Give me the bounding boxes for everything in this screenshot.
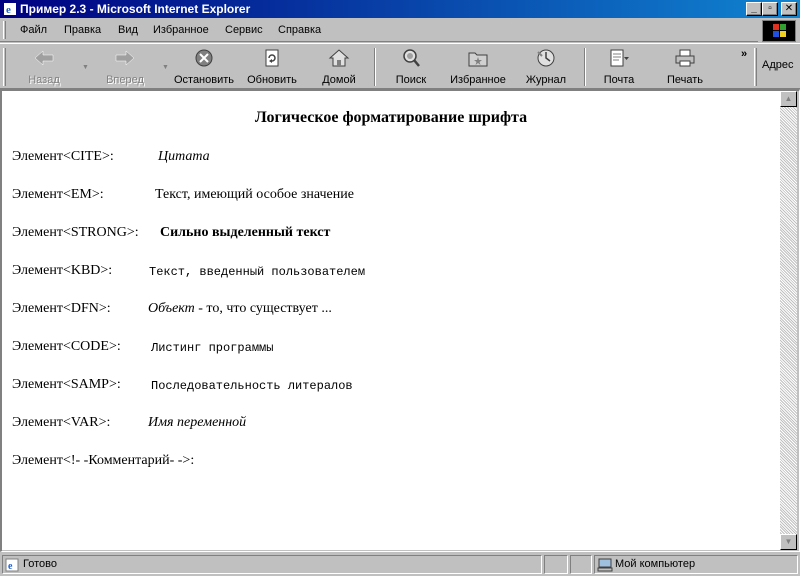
- forward-button[interactable]: Вперед: [100, 48, 150, 88]
- row-label: Элемент<EM>:: [12, 187, 104, 202]
- favorites-button[interactable]: Избранное: [446, 48, 510, 88]
- row-label: Элемент<STRONG>:: [12, 225, 139, 240]
- history-icon: [535, 48, 557, 68]
- strong-row: [12, 225, 331, 241]
- toolbar-separator: [374, 48, 376, 86]
- toolbar-separator-2: [584, 48, 586, 86]
- search-icon: [400, 48, 422, 68]
- stop-button[interactable]: Остановить: [172, 48, 236, 88]
- dfn-value: [148, 301, 332, 317]
- status-pane-2: [544, 555, 568, 574]
- code-value: Листинг программы: [151, 341, 274, 355]
- em-value: Текст, имеющий особое значение: [155, 187, 354, 202]
- ie-icon: [3, 2, 17, 16]
- windows-flag-icon: [763, 21, 795, 41]
- row-label: Элемент<DFN>:: [12, 301, 111, 316]
- row-label: Элемент<KBD>:: [12, 263, 113, 278]
- cite-value: Цитата: [158, 149, 210, 164]
- row-label: Элемент<VAR>:: [12, 415, 111, 430]
- samp-value: Последовательность литералов: [151, 379, 353, 393]
- page-heading: Логическое форматирование шрифта: [254, 109, 528, 126]
- cite-row: [12, 149, 210, 165]
- row-label: Элемент<!- -Комментарий- ->:: [12, 453, 195, 468]
- menu-tools[interactable]: Сервис: [225, 24, 263, 36]
- refresh-button[interactable]: Обновить: [244, 48, 300, 88]
- page-done-icon: [5, 558, 19, 572]
- address-label[interactable]: Адрес: [762, 59, 794, 71]
- forward-dropdown-icon[interactable]: ▼: [162, 64, 169, 71]
- favorites-folder-icon: [467, 48, 489, 68]
- vertical-scrollbar[interactable]: [780, 91, 797, 550]
- mail-icon: [608, 48, 630, 68]
- scroll-down-button[interactable]: ▼: [780, 534, 797, 550]
- close-button[interactable]: ✕: [781, 2, 797, 16]
- menu-view[interactable]: Вид: [118, 24, 138, 36]
- menu-file[interactable]: Файл: [20, 24, 48, 36]
- row-label: Элемент<CODE>:: [12, 339, 121, 354]
- code-row: [12, 339, 274, 355]
- scroll-up-button[interactable]: ▲: [780, 91, 797, 107]
- back-button[interactable]: Назад: [22, 48, 66, 88]
- status-pane-3: [570, 555, 592, 574]
- menu-grip[interactable]: [3, 21, 6, 39]
- back-arrow-icon: [33, 48, 55, 68]
- zone-text: Мой компьютер: [615, 558, 696, 570]
- strong-value: Сильно выделенный текст: [160, 225, 331, 240]
- dfn-row: [12, 301, 332, 317]
- row-label: Элемент<CITE>:: [12, 149, 114, 164]
- window-title: Пример 2.3 - Microsoft Internet Explorer: [20, 2, 251, 16]
- history-button[interactable]: Журнал: [520, 48, 572, 88]
- status-bar: [0, 553, 800, 576]
- title-bar[interactable]: [0, 0, 800, 18]
- kbd-row: [12, 263, 366, 279]
- var-row: [12, 415, 247, 431]
- menu-edit[interactable]: Правка: [64, 24, 102, 36]
- svg-text:e: e: [8, 561, 13, 572]
- windows-logo: [762, 20, 796, 42]
- status-text: Готово: [23, 558, 57, 570]
- row-label: Элемент<SAMP>:: [12, 377, 121, 392]
- my-computer-icon: [597, 558, 613, 572]
- samp-row: [12, 377, 353, 393]
- status-main-pane: [2, 555, 542, 574]
- em-row: [12, 187, 354, 203]
- printer-icon: [674, 48, 696, 68]
- page-content[interactable]: [2, 91, 780, 550]
- menu-help[interactable]: Справка: [278, 24, 322, 36]
- standard-toolbar: [0, 43, 800, 89]
- menu-bar: [0, 18, 758, 42]
- var-value: Имя переменной: [148, 415, 247, 430]
- home-button[interactable]: Домой: [316, 48, 362, 88]
- back-dropdown-icon[interactable]: ▼: [82, 64, 89, 71]
- status-zone-pane: [594, 555, 798, 574]
- minimize-button[interactable]: _: [746, 2, 762, 16]
- refresh-icon: [261, 48, 283, 68]
- search-button[interactable]: Поиск: [388, 48, 434, 88]
- comment-row: [12, 453, 194, 469]
- toolbar-overflow-chevron[interactable]: »: [741, 48, 748, 60]
- dfn-term: Объект: [148, 301, 195, 316]
- address-grip[interactable]: [754, 48, 757, 86]
- kbd-value: Текст, введенный пользователем: [149, 265, 366, 279]
- restore-button[interactable]: ▫: [762, 2, 778, 16]
- toolbar-grip[interactable]: [3, 48, 6, 86]
- mail-button[interactable]: Почта: [598, 48, 640, 88]
- print-button[interactable]: Печать: [662, 48, 708, 88]
- svg-text:e: e: [6, 4, 11, 16]
- stop-icon: [193, 48, 215, 68]
- forward-arrow-icon: [114, 48, 136, 68]
- dfn-rest: - то, что существует ...: [194, 301, 332, 316]
- home-icon: [328, 48, 350, 68]
- menu-favorites[interactable]: Избранное: [153, 24, 209, 36]
